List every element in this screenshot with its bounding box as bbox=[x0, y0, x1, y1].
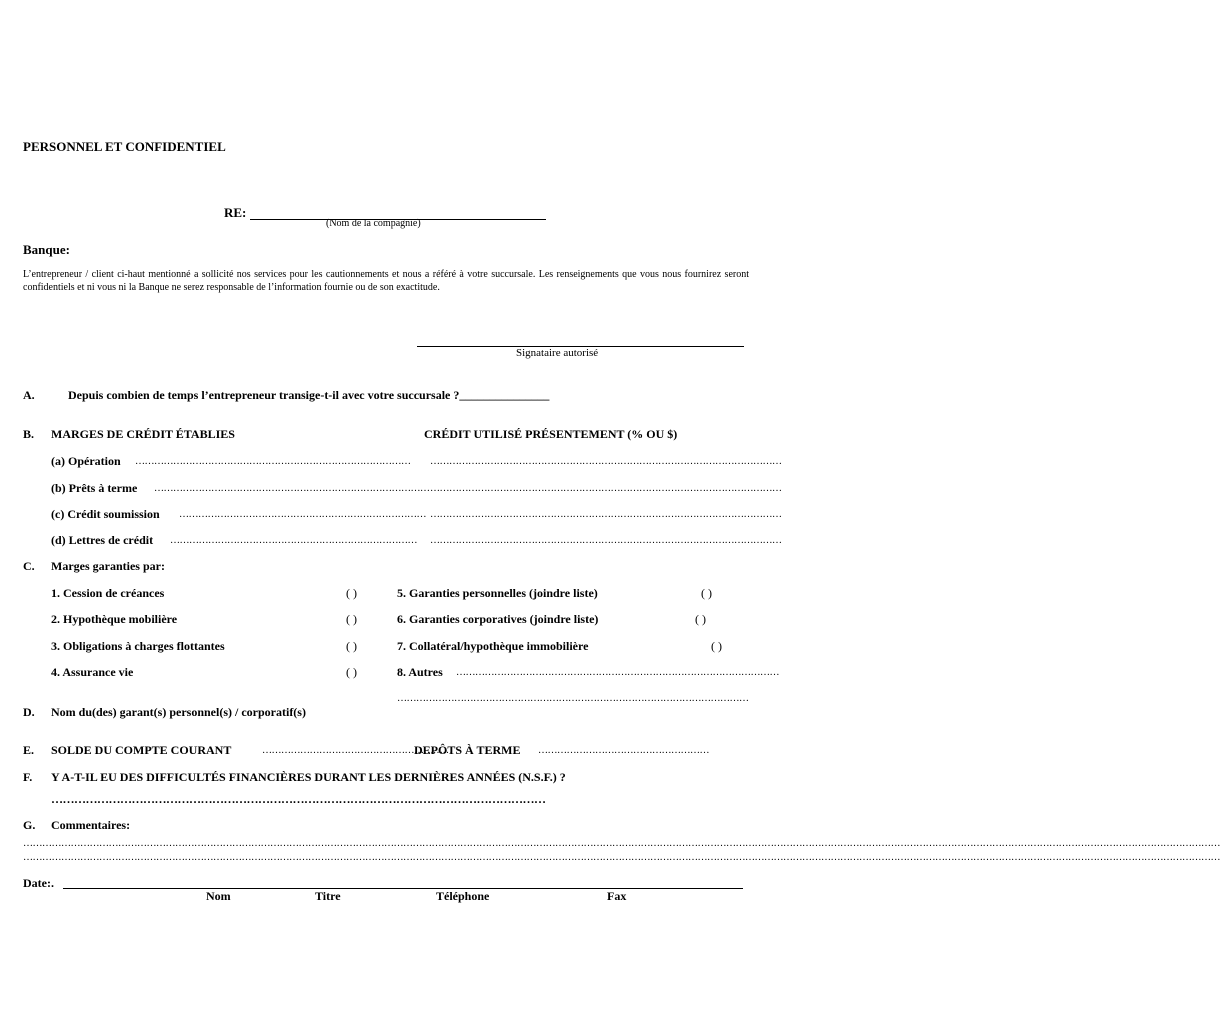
current-account-balance-field[interactable]: …………………………………………………… bbox=[262, 745, 452, 756]
guarantee-6-checkbox[interactable]: ( ) bbox=[695, 612, 706, 626]
section-g-label: Commentaires: bbox=[51, 818, 131, 832]
credit-line-bid-label: (c) Crédit soumission bbox=[51, 507, 160, 521]
guarantee-1-checkbox[interactable]: ( ) bbox=[346, 586, 357, 600]
credit-line-letters-label: (d) Lettres de crédit bbox=[51, 533, 154, 547]
date-label: Date:. bbox=[23, 876, 54, 890]
guarantee-4-label: 4. Assurance vie bbox=[51, 665, 134, 679]
guarantee-7-label: 7. Collatéral/hypothèque immobilière bbox=[397, 639, 589, 653]
guarantee-2-label: 2. Hypothèque mobilière bbox=[51, 612, 178, 626]
footer-caption-name: Nom bbox=[206, 889, 231, 903]
comments-field-line-2[interactable]: ……………………………………………………………………………………………………………………………………………………………………………………………………………………………………………………………………………………………………………………………………………… bbox=[23, 852, 1220, 863]
credit-used-term-loans-field[interactable]: ………………………………………………………………………………………………… bbox=[430, 483, 782, 494]
section-d-label: Nom du(des) garant(s) personnel(s) / corporatif(s) bbox=[51, 705, 306, 719]
financial-difficulties-field[interactable]: ………………………………………………………………………………………………………………… bbox=[51, 792, 546, 806]
guarantee-8-label: 8. Autres bbox=[397, 665, 443, 679]
guarantee-3-checkbox[interactable]: ( ) bbox=[346, 639, 357, 653]
section-b-letter: B. bbox=[23, 427, 35, 441]
credit-line-operation-label: (a) Opération bbox=[51, 454, 121, 468]
section-a-letter: A. bbox=[23, 388, 35, 402]
signature-caption: Signataire autorisé bbox=[516, 347, 599, 359]
credit-used-operation-field[interactable]: ………………………………………………………………………………………………… bbox=[430, 456, 782, 467]
section-c-heading: Marges garanties par: bbox=[51, 559, 165, 573]
footer-caption-fax: Fax bbox=[607, 889, 627, 903]
credit-line-letters-field[interactable]: …………………………………………………………………… bbox=[170, 535, 417, 546]
section-c-letter: C. bbox=[23, 559, 35, 573]
section-f-letter: F. bbox=[23, 770, 33, 784]
term-deposits-field[interactable]: ……………………………………………… bbox=[538, 745, 709, 756]
section-g-letter: G. bbox=[23, 818, 36, 832]
intro-paragraph: L’entrepreneur / client ci-haut mentionné a sollicité nos services pour les cautionnements et nous a référé à votre succursale. Les renseignements que vous nous fournirez seront confidentiels et ni vous ni la Banque ne serez responsable de l’information fournie ou de son exactitude. bbox=[23, 269, 749, 293]
term-deposits-label: DEPÔTS À TERME bbox=[414, 743, 521, 757]
credit-used-bid-field[interactable]: ………………………………………………………………………………………………… bbox=[430, 509, 782, 520]
footer-caption-title: Titre bbox=[315, 889, 341, 903]
credit-used-letters-field[interactable]: ………………………………………………………………………………………………… bbox=[430, 535, 782, 546]
guarantee-5-checkbox[interactable]: ( ) bbox=[701, 586, 712, 600]
section-e-letter: E. bbox=[23, 743, 35, 757]
section-b-heading-left: MARGES DE CRÉDIT ÉTABLIES bbox=[51, 427, 235, 441]
section-a-question: Depuis combien de temps l’entrepreneur transige-t-il avec votre succursale ?_______________ bbox=[68, 388, 550, 402]
document-title: PERSONNEL ET CONFIDENTIEL bbox=[23, 139, 226, 154]
date-signature-line[interactable] bbox=[63, 888, 743, 889]
guarantee-2-checkbox[interactable]: ( ) bbox=[346, 612, 357, 626]
guarantee-5-label: 5. Garanties personnelles (joindre liste) bbox=[397, 586, 598, 600]
section-f-label: Y A-T-IL EU DES DIFFICULTÉS FINANCIÈRES DURANT LES DERNIÈRES ANNÉES (N.S.F.) ? bbox=[51, 770, 566, 784]
credit-line-operation-field[interactable]: …………………………………………………………………………… bbox=[135, 456, 411, 467]
guarantee-7-checkbox[interactable]: ( ) bbox=[711, 639, 722, 653]
credit-line-bid-field[interactable]: …………………………………………………………………… bbox=[179, 509, 426, 520]
footer-caption-phone: Téléphone bbox=[436, 889, 490, 903]
guarantee-8-other-field[interactable]: ………………………………………………………………………………………… bbox=[456, 667, 779, 678]
bank-label: Banque: bbox=[23, 242, 70, 257]
guarantee-1-label: 1. Cession de créances bbox=[51, 586, 165, 600]
section-b-heading-right: CRÉDIT UTILISÉ PRÉSENTEMENT (% OU $) bbox=[424, 427, 678, 441]
guarantee-8-other-field-line-2[interactable]: ………………………………………………………………………………………………… bbox=[397, 693, 749, 704]
re-label: RE: bbox=[224, 205, 247, 220]
current-account-balance-label: SOLDE DU COMPTE COURANT bbox=[51, 743, 232, 757]
credit-line-term-loans-field[interactable]: …………………………………………………………………………… bbox=[154, 483, 430, 494]
comments-field-line-1[interactable]: ……………………………………………………………………………………………………………………………………………………………………………………………………………………………………………………………………………………………………………………………………………… bbox=[23, 838, 1220, 849]
guarantee-6-label: 6. Garanties corporatives (joindre liste) bbox=[397, 612, 599, 626]
guarantee-3-label: 3. Obligations à charges flottantes bbox=[51, 639, 225, 653]
credit-line-term-loans-label: (b) Prêts à terme bbox=[51, 481, 138, 495]
company-name-caption: (Nom de la compagnie) bbox=[326, 218, 421, 229]
guarantee-4-checkbox[interactable]: ( ) bbox=[346, 665, 357, 679]
section-d-letter: D. bbox=[23, 705, 35, 719]
